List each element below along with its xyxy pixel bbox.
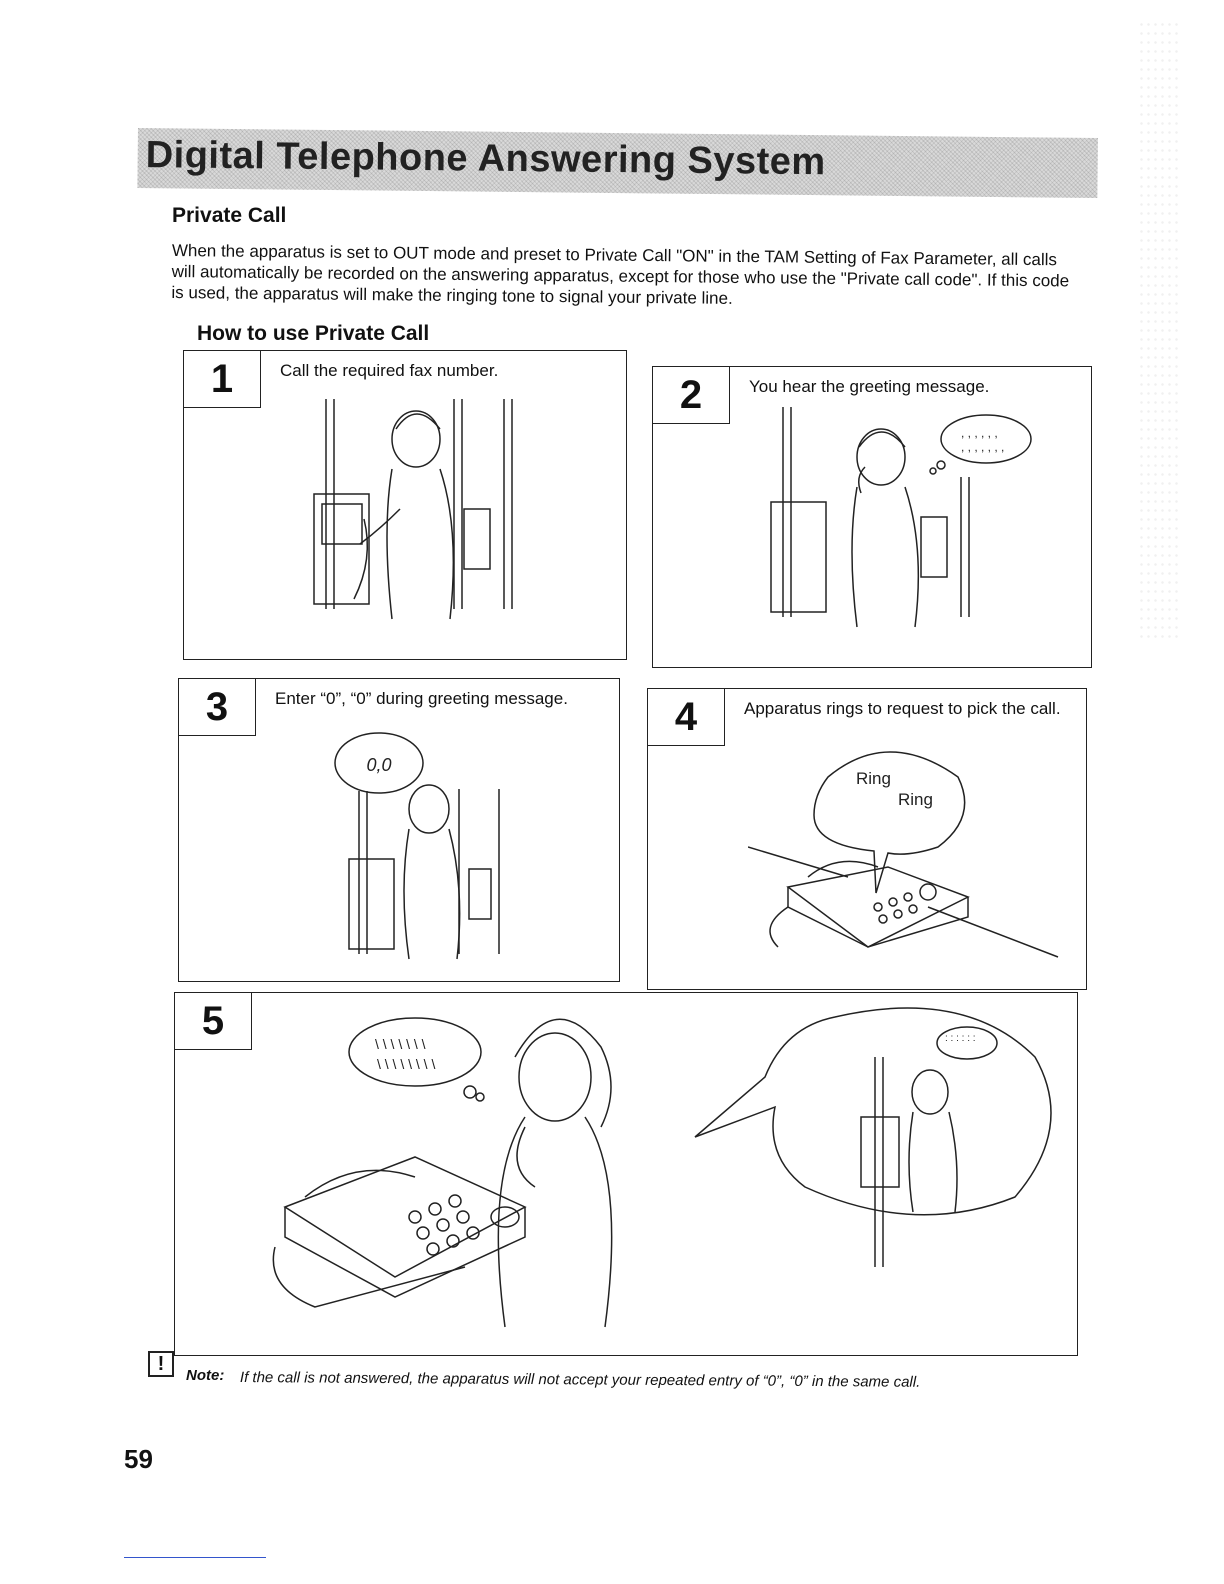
note-label: Note:	[186, 1367, 225, 1384]
ring-text-1: Ring	[856, 769, 891, 788]
step-1-panel	[183, 350, 627, 660]
page-title: Digital Telephone Answering System	[145, 134, 826, 184]
person-entering-code-illustration	[329, 729, 529, 969]
step-5-number: 5	[174, 992, 252, 1050]
intro-paragraph: When the apparatus is set to OUT mode and preset to Private Call "ON" in the TAM Setting of Fax Parameter, all calls will automatically be recorded on the answering apparatus, except for those who use the "Private call code". If this code is used, the apparatus will make the ringing tone to signal your private line.	[171, 240, 1070, 308]
note-text: If the call is not answered, the apparatus will not accept your repeated entry of “0”, “0” in the same call.	[239, 1369, 921, 1391]
svg-text:\ \ \ \ \ \ \ \: \ \ \ \ \ \ \ \	[377, 1056, 436, 1072]
section-heading: Private Call	[172, 204, 287, 227]
svg-text:: : : : : :: : : : : : :	[945, 1033, 976, 1044]
step-1-text: Call the required fax number.	[280, 361, 499, 380]
note-icon: !	[148, 1351, 174, 1377]
step-3-panel	[178, 678, 620, 982]
ring-text-2: Ring	[898, 790, 933, 809]
step-3-number: 3	[178, 678, 256, 736]
step-4-text: Apparatus rings to request to pick the call.	[744, 699, 1061, 718]
footer-rule	[124, 1557, 266, 1558]
person-at-payphone-illustration	[304, 399, 544, 639]
ringing-fax-illustration	[748, 737, 1068, 977]
step-4-number: 4	[647, 688, 725, 746]
svg-text:\ \ \ \ \ \ \: \ \ \ \ \ \ \	[375, 1036, 426, 1052]
person-listening-illustration	[761, 407, 1041, 637]
svg-text:, , , , , , ,: , , , , , , ,	[961, 440, 1005, 454]
step-4-panel	[647, 688, 1087, 990]
page-number: 59	[124, 1444, 153, 1474]
step-5-panel	[174, 992, 1078, 1356]
svg-text:, , , , , ,: , , , , , ,	[961, 426, 998, 440]
scan-edge-noise	[1138, 20, 1178, 640]
sub-heading: How to use Private Call	[197, 322, 430, 345]
step-2-panel	[652, 366, 1092, 668]
page-title-bar	[137, 128, 1098, 198]
step-2-number: 2	[652, 366, 730, 424]
code-bubble-text: 0,0	[366, 755, 392, 775]
step-3-text: Enter “0”, “0” during greeting message.	[275, 689, 568, 708]
step-1-number: 1	[183, 350, 261, 408]
step-2-text: You hear the greeting message.	[749, 377, 990, 396]
answering-call-illustration	[265, 997, 1065, 1349]
